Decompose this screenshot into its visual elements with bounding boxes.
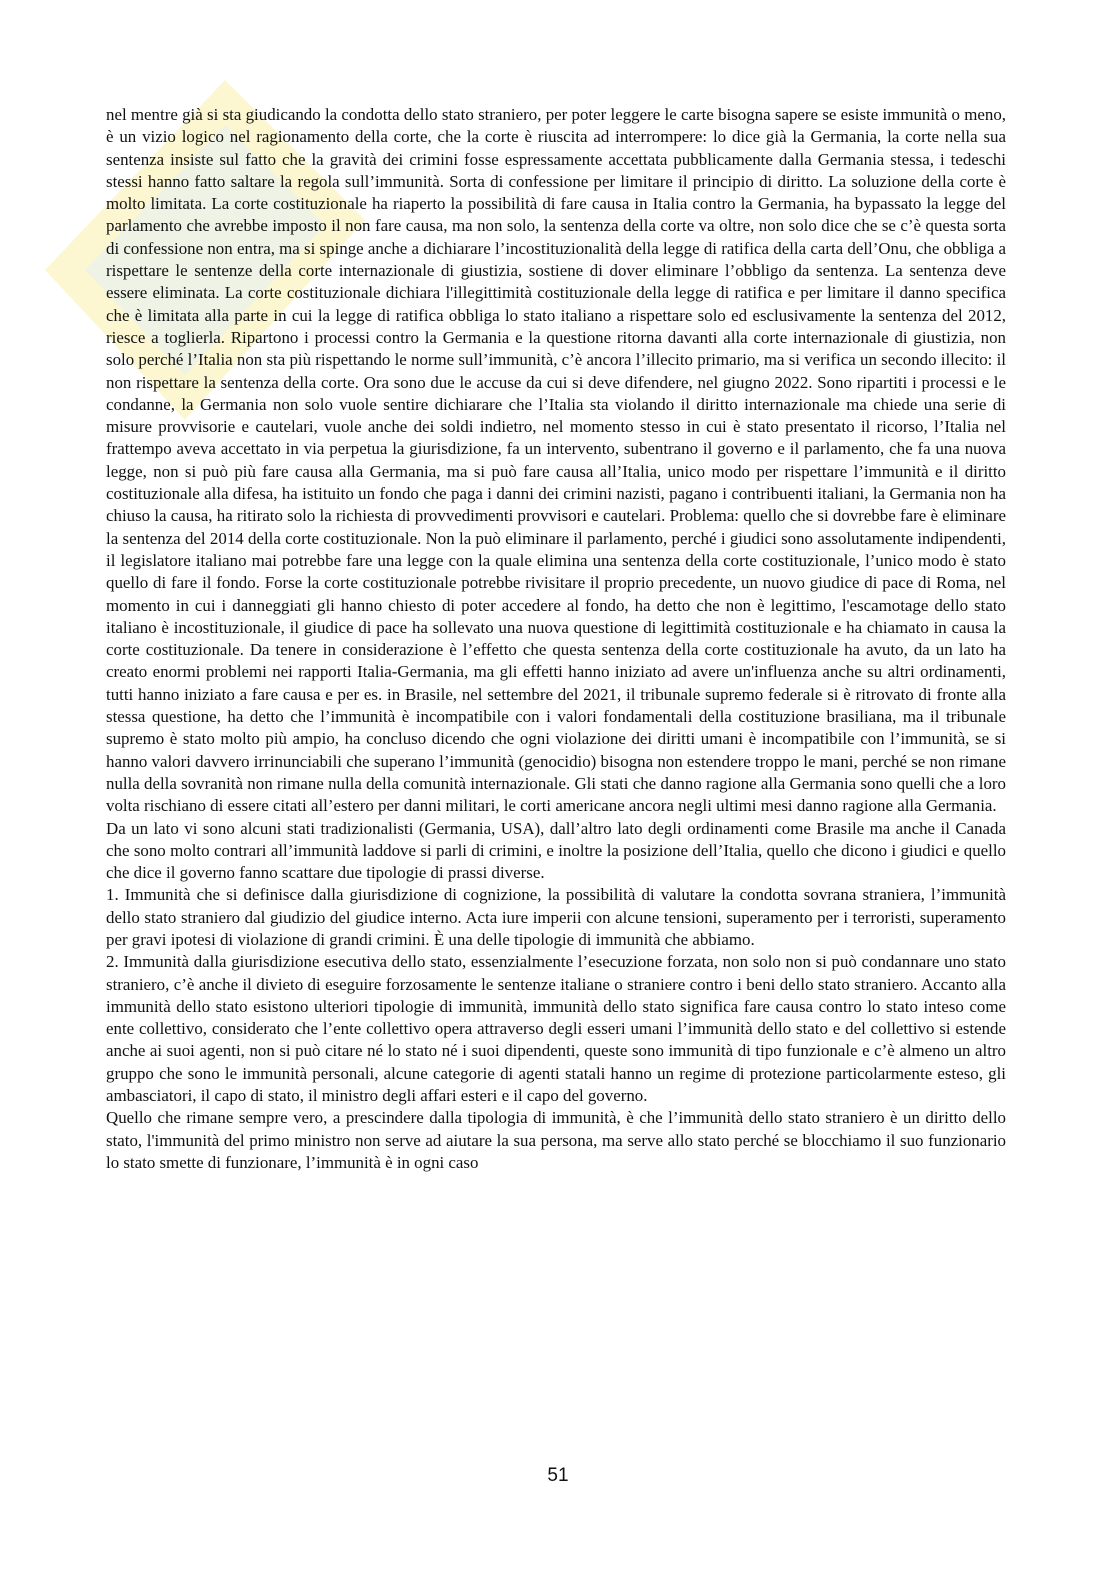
paragraph-main: nel mentre già si sta giudicando la condotta dello stato straniero, per poter leggere le carte bisogna sapere se esiste immunità o meno, è un vizio logico nel ragionamento della corte, che la corte è riuscita ad interrompere: lo dice già la Germania, la corte nella sua sentenza insiste sul fatto che la gravità dei crimini fosse espressamente accettata pubblicamente dalla Germania stessa, i tedeschi stessi hanno fatto saltare la regola sull’immunità. Sorta di confessione per limitare il principio di diritto. La soluzione della corte è molto limitata. La corte costituzionale ha riaperto la possibilità di fare causa in Italia contro la Germania, ha bypassato la legge del parlamento che avrebbe imposto il non fare causa, ma non solo, la sentenza della corte va oltre, non solo dice che se c’è questa sorta di confessione non entra, ma si spinge anche a dichiarare l’incostituzionalità della legge di ratifica della carta dell’Onu, che obbliga a rispettare le sentenze della corte internazionale di giustizia, sostiene di dover eliminare l’obbligo da sentenza. La sentenza deve essere eliminata. La corte costituzionale dichiara l'illegittimità costituzionale della legge di ratifica e per limitare il danno specifica che è limitata alla parte in cui la legge di ratifica obbliga lo stato italiano a rispettare solo ed esclusivamente la sentenza del 2012, riesce a toglierla. Ripartono i processi contro la Germania e la questione ritorna davanti alla corte internazionale di giustizia, non solo perché l’Italia non sta più rispettando le norme sull’immunità, c’è ancora l’illecito primario, ma si verifica un secondo illecito: il non rispettare la sentenza della corte. Ora sono due le accuse da cui si deve difendere, nel giugno 2022. Sono ripartiti i processi e le condanne, la Germania non solo vuole sentire dichiarare che l’Italia sta violando il diritto internazionale ma chiede una serie di misure provvisorie e cautelari, vuole anche dei soldi indietro, nel momento stesso in cui è stato presentato il ricorso, l’Italia nel frattempo aveva accettato in via perpetua la giurisdizione, fa un intervento, subentrano il governo e il parlamento, che fa una nuova legge, non si può più fare causa alla Germania, ma si può fare causa all’Italia, unico modo per rispettare l’immunità e il diritto costituzionale alla difesa, ha istituito un fondo che paga i danni dei crimini nazisti, pagano i contribuenti italiani, la Germania non ha chiuso la causa, ha ritirato solo la richiesta di provvedimenti provvisori e cautelari. Problema: quello che si dovrebbe fare è eliminare la sentenza del 2014 della corte costituzionale. Non la può eliminare il parlamento, perché i giudici sono assolutamente indipendenti, il legislatore italiano mai potrebbe fare una legge con la quale elimina una sentenza della corte costituzionale, l’unico modo è stato quello di fare il fondo. Forse la corte costituzionale potrebbe rivisitare il proprio precedente, un nuovo giudice di pace di Roma, nel momento in cui i danneggiati gli hanno chiesto di poter accedere al fondo, ha detto che non è legittimo, l'escamotage dello stato italiano è incostituzionale, il giudice di pace ha sollevato una nuova questione di legittimità costituzionale e ha chiamato in causa la corte costituzionale. Da tenere in considerazione è l’effetto che questa sentenza della corte costituzionale ha avuto, da un lato ha creato enormi problemi nei rapporti Italia-Germania, ma gli effetti hanno iniziato ad avere un'influenza anche su altri ordinamenti, tutti hanno iniziato a fare causa e per es. in Brasile, nel settembre del 2021, il tribunale supremo federale si è ritrovato di fronte alla stessa questione, ha detto che l’immunità è incompatibile con i valori fondamentali della costituzione brasiliana, ma il tribunale supremo è stato molto più ampio, ha concluso dicendo che ogni violazione dei diritti umani è incompatibile con l’immunità, se si hanno valori davvero irrinunciabili che superano l’immunità (genocidio) bisogna non estendere troppo le mani, perché se non rimane nulla della sovranità non rimane nulla della comunità internazionale. Gli stati che danno ragione alla Germania sono quelli che a loro volta rischiano di essere citati all’estero per danni militari, le corti americane ancora negli ultimi mesi danno ragione alla Germania.: [106, 105, 1006, 816]
body-text: [106, 104, 1006, 1174]
paragraph-item-1: 1. Immunità che si definisce dalla giurisdizione di cognizione, la possibilità di valutare la condotta sovrana straniera, l’immunità dello stato straniero dal giudizio del giudice interno. Acta iure imperii con alcune tensioni, superamento per i terroristi, superamento per gravi ipotesi di violazione di grandi crimini. È una delle tipologie di immunità che abbiamo.: [106, 885, 1006, 949]
paragraph-states: Da un lato vi sono alcuni stati tradizionalisti (Germania, USA), dall’altro lato degli ordinamenti come Brasile ma anche il Canada che sono molto contrari all’immunità laddove si parli di crimini, e inoltre la posizione dell’Italia, quello che dicono i giudici e quello che dice il governo fanno scattare due tipologie di prassi diverse.: [106, 818, 1006, 883]
paragraph-item-2: 2. Immunità dalla giurisdizione esecutiva dello stato, essenzialmente l’esecuzione forzata, non solo non si può condannare uno stato straniero, c’è anche il divieto di eseguire forzosamente le sentenze italiane o straniere contro i beni dello stato straniero. Accanto alla immunità dello stato esistono ulteriori tipologie di immunità, immunità dello stato significa fare causa contro lo stato inteso come ente collettivo, considerato che l’ente collettivo opera attraverso degli esseri umani l’immunità dello stato e del collettivo si estende anche ai suoi agenti, non si può citare né lo stato né i suoi dipendenti, queste sono immunità di tipo funzionale e c’è almeno un altro gruppo che sono le immunità personali, alcune categorie di agenti statali hanno un regime di protezione particolarmente esteso, gli ambasciatori, il capo di stato, il ministro degli affari esteri e il capo del governo.: [106, 952, 1006, 1106]
page-number: 51: [547, 1465, 569, 1486]
paragraph-closing: Quello che rimane sempre vero, a prescindere dalla tipologia di immunità, è che l’immunità dello stato straniero è un diritto dello stato, l'immunità del primo ministro non serve ad aiutare la sua persona, ma serve allo stato perché se blocchiamo il suo funzionario lo stato smette di funzionare, l’immunità è in ogni caso: [106, 1108, 1006, 1172]
